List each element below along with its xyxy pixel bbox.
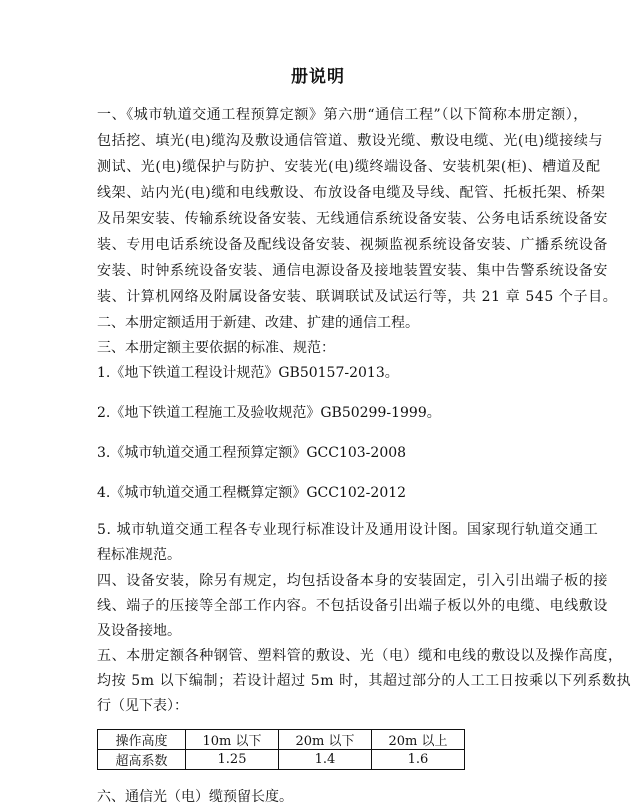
- para3: 三、本册定额主要依据的标准、规范：: [97, 340, 335, 356]
- para1-line: 线架、站内光(电)缆和电线敷设、布放设备电缆及导线、配管、托板托架、桥架: [97, 185, 606, 201]
- page-title: 册说明: [291, 67, 345, 87]
- para1-line: 一、《城市轨道交通工程预算定额》第六册“通信工程”（以下简称本册定额），: [97, 107, 588, 123]
- para4-line: 四、设备安装，除另有规定，均包括设备本身的安装固定，引入引出端子板的接: [97, 573, 608, 589]
- para1-line: 及吊架安装、传输系统设备安装、无线通信系统设备安装、公务电话系统设备安: [97, 211, 608, 227]
- reference-item: 1.《地下铁道工程设计规范》GB50157-2013。: [97, 365, 399, 381]
- para1-line: 装、计算机网络及附属设备安装、联调联试及试运行等，共 21 章 545 个子目。: [97, 289, 618, 305]
- para1-line: 测试、光(电)缆保护与防护、安装光(电)缆终端设备、安装机架(柜)、槽道及配: [97, 159, 601, 175]
- para6: 六、通信光（电）缆预留长度。: [97, 789, 293, 805]
- table-cell: 1.4: [279, 750, 372, 770]
- table-header-cell: 20m 以上: [372, 730, 465, 750]
- table-header-row: [98, 730, 465, 750]
- para1-line: 装、专用电话系统设备及配线设备安装、视频监视系统设备安装、广播系统设备: [97, 237, 608, 253]
- table-row: [98, 750, 465, 770]
- table-cell: 超高系数: [98, 750, 186, 770]
- reference-item-continued: 程标准规范。: [97, 547, 181, 563]
- para4-line: 线、端子的压接等全部工作内容。不包括设备引出端子板以外的电缆、电线敷设: [97, 598, 608, 614]
- reference-item: 5. 城市轨道交通工程各专业现行标准设计及通用设计图。国家现行轨道交通工: [97, 522, 599, 538]
- table-header-cell: 20m 以下: [279, 730, 372, 750]
- reference-item: 3.《城市轨道交通工程预算定额》GCC103-2008: [97, 445, 407, 461]
- para5-line: 均按 5m 以下编制；若设计超过 5m 时，其超过部分的人工工日按乘以下列系数执: [97, 673, 632, 689]
- para4-line: 及设备接地。: [97, 623, 181, 639]
- table-cell: 1.25: [186, 750, 279, 770]
- height-coefficient-table: [97, 729, 465, 770]
- para1-line: 包括挖、填光(电)缆沟及敷设通信管道、敷设光缆、敷设电缆、光(电)缆接续与: [97, 133, 604, 149]
- table-header-cell: 操作高度: [98, 730, 186, 750]
- para1-line: 安装、时钟系统设备安装、通信电源设备及接地装置安装、集中告警系统设备安: [97, 263, 608, 279]
- table-cell: 1.6: [372, 750, 465, 770]
- table-header-cell: 10m 以下: [186, 730, 279, 750]
- reference-item: 4.《城市轨道交通工程概算定额》GCC102-2012: [97, 485, 407, 501]
- para2: 二、本册定额适用于新建、改建、扩建的通信工程。: [97, 315, 419, 331]
- para5-line: 五、本册定额各种钢管、塑料管的敷设、光（电）缆和电线的敷设以及操作高度，: [97, 648, 623, 664]
- reference-item: 2.《地下铁道工程施工及验收规范》GB50299-1999。: [97, 405, 441, 421]
- para5-line: 行（见下表）：: [97, 698, 188, 714]
